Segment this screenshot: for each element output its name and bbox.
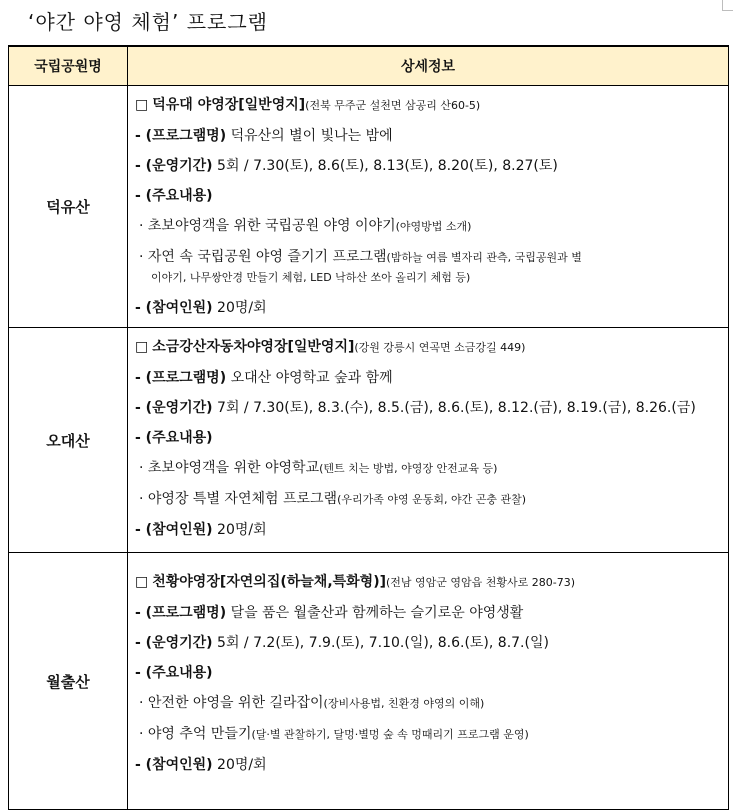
park-name: 월출산 [9, 553, 128, 810]
campsite-address: (강원 강릉시 연곡면 소금강길 449) [354, 341, 526, 354]
item-text: · 자연 속 국립공원 야영 즐기기 프로그램 [139, 249, 387, 265]
campsite-line [135, 90, 722, 121]
campsite-line [135, 567, 722, 598]
period-label: - (운영기간) [135, 158, 213, 174]
table-header-row [9, 46, 729, 86]
table-row [9, 328, 729, 553]
square-bullet-icon: □ [135, 339, 149, 355]
participants-label: - (참여인원) [135, 522, 213, 538]
content-label: - (주요내용) [135, 188, 213, 204]
participants-value: 20명/회 [217, 300, 267, 316]
program-line [135, 121, 722, 151]
participants-value: 20명/회 [217, 522, 267, 538]
period-label: - (운영기간) [135, 635, 213, 651]
list-item [135, 453, 722, 484]
list-item [135, 484, 722, 515]
park-name: 오대산 [9, 328, 128, 553]
list-item [135, 211, 722, 242]
detail-cell [128, 328, 729, 553]
table-row [9, 86, 729, 328]
program-name: 덕유산의 별이 빛나는 밤에 [230, 128, 393, 144]
campsite-line [135, 332, 722, 363]
list-item [135, 719, 722, 750]
campsite-name: 천황야영장[자연의집(하늘채,특화형)] [152, 574, 387, 590]
item-note: (밤하늘 여름 별자리 관측, 국립공원과 별 [386, 251, 582, 264]
period-line [135, 151, 722, 181]
page-corner-mark [722, 0, 733, 11]
item-note: (텐트 치는 방법, 야영장 안전교육 등) [319, 462, 498, 475]
item-note: (장비사용법, 친환경 야영의 이해) [323, 697, 485, 710]
item-text: · 초보야영객을 위한 국립공원 야영 이야기 [139, 218, 396, 234]
square-bullet-icon: □ [135, 97, 149, 113]
content-line [135, 658, 722, 688]
campsite-name: 소금강산자동차야영장[일반영지] [152, 339, 355, 355]
list-item [135, 242, 722, 293]
header-park-name: 국립공원명 [9, 46, 128, 86]
period-value: 5회 / 7.30(토), 8.6(토), 8.13(토), 8.20(토), 8.27(토) [217, 158, 558, 174]
program-name: 달을 품은 월출산과 함께하는 슬기로운 야영생활 [230, 605, 524, 621]
content-line [135, 181, 722, 211]
detail-cell [128, 553, 729, 810]
park-name: 덕유산 [9, 86, 128, 328]
program-label: - (프로그램명) [135, 128, 227, 144]
program-label: - (프로그램명) [135, 605, 227, 621]
item-note-continued: 이야기, 나무쌍안경 만들기 체험, LED 낙하산 쏘아 올리기 체험 등) [151, 271, 471, 284]
participants-label: - (참여인원) [135, 300, 213, 316]
content-label: - (주요내용) [135, 430, 213, 446]
content-label: - (주요내용) [135, 665, 213, 681]
period-value: 7회 / 7.30(토), 8.3.(수), 8.5.(금), 8.6.(토), 8.12.(금), 8.19.(금), 8.26.(금) [217, 400, 696, 416]
item-note: (달·별 관찰하기, 달멍·별멍 숲 속 멍때리기 프로그램 운영) [251, 728, 529, 741]
participants-value: 20명/회 [217, 757, 267, 773]
period-line [135, 628, 722, 658]
program-line [135, 363, 722, 393]
period-line [135, 393, 722, 423]
period-label: - (운영기간) [135, 400, 213, 416]
content-line [135, 423, 722, 453]
item-note: (야영방법 소개) [395, 220, 472, 233]
participants-label: - (참여인원) [135, 757, 213, 773]
campsite-address: (전남 영암군 영암읍 천황사로 280-73) [386, 576, 576, 589]
participants-line [135, 515, 722, 545]
participants-line [135, 293, 722, 323]
square-bullet-icon: □ [135, 574, 149, 590]
campsite-name: 덕유대 야영장[일반영지] [152, 97, 306, 113]
item-text: · 야영장 특별 자연체험 프로그램 [139, 491, 338, 507]
item-text: · 안전한 야영을 위한 길라잡이 [139, 695, 324, 711]
program-name: 오대산 야영학교 숲과 함께 [230, 370, 393, 386]
item-text: · 야영 추억 만들기 [139, 726, 252, 742]
header-detail-info: 상세정보 [128, 46, 729, 86]
program-line [135, 598, 722, 628]
item-text: · 초보야영객을 위한 야영학교 [139, 460, 320, 476]
item-note: (우리가족 야영 운동회, 야간 곤충 관찰) [337, 493, 527, 506]
table-row [9, 553, 729, 810]
detail-cell [128, 86, 729, 328]
program-table [8, 45, 729, 810]
list-item [135, 688, 722, 719]
period-value: 5회 / 7.2(토), 7.9.(토), 7.10.(일), 8.6.(토), 8.7.(일) [217, 635, 549, 651]
participants-line [135, 750, 722, 780]
campsite-address: (전북 무주군 설천면 삼공리 산60-5) [305, 99, 481, 112]
document-title: ‘야간 야영 체험’ 프로그램 [28, 10, 268, 34]
program-label: - (프로그램명) [135, 370, 227, 386]
